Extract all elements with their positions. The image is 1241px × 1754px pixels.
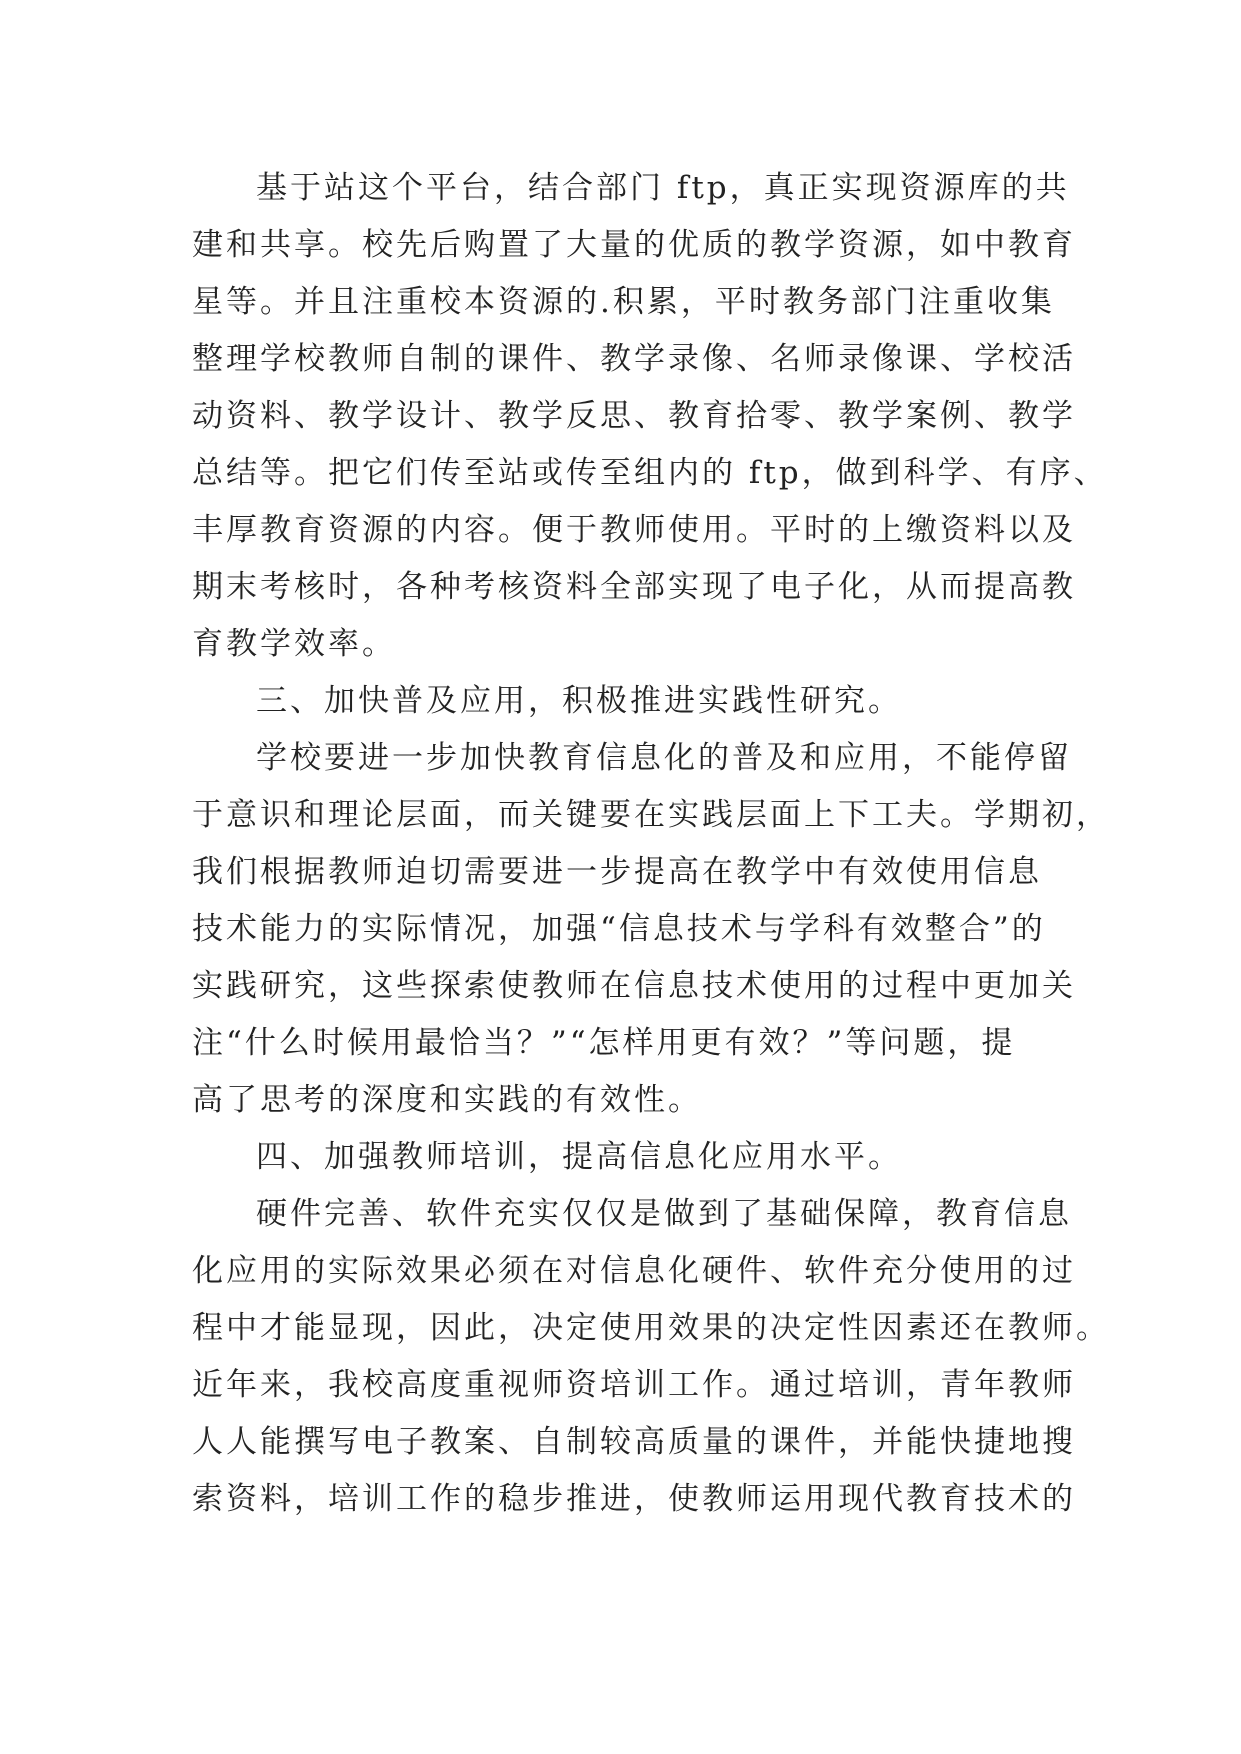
- text-line: 化应用的实际效果必须在对信息化硬件、软件充分使用的过: [192, 1253, 1076, 1289]
- text-line: 育教学效率。: [192, 626, 396, 662]
- text-line: 动资料、教学设计、教学反思、教育拾零、教学案例、教学: [192, 398, 1076, 434]
- text-line: 人人能撰写电子教案、自制较高质量的课件，并能快捷地搜: [192, 1424, 1076, 1460]
- text-line: 索资料，培训工作的稳步推进，使教师运用现代教育技术的: [192, 1481, 1076, 1517]
- text-line: 我们根据教师迫切需要进一步提高在教学中有效使用信息: [192, 854, 1042, 890]
- section-heading-3: 三、加快普及应用，积极推进实践性研究。: [256, 683, 902, 719]
- text-line: 实践研究，这些探索使教师在信息技术使用的过程中更加关: [192, 968, 1076, 1004]
- text-line: 整理学校教师自制的课件、教学录像、名师录像课、学校活: [192, 341, 1076, 377]
- text-line: 于意识和理论层面，而关键要在实践层面上下工夫。学期初，: [192, 797, 1110, 833]
- section-heading-4: 四、加强教师培训，提高信息化应用水平。: [256, 1139, 902, 1175]
- text-line: 建和共享。校先后购置了大量的优质的教学资源，如中教育: [192, 227, 1076, 263]
- text-line: 技术能力的实际情况，加强“信息技术与学科有效整合”的: [192, 911, 1046, 947]
- body-text: [192, 160, 1110, 1528]
- text-line: 基于站这个平台，结合部门 ftp，真正实现资源库的共: [256, 170, 1070, 206]
- text-line: 期末考核时，各种考核资料全部实现了电子化，从而提高教: [192, 569, 1076, 605]
- text-line: 学校要进一步加快教育信息化的普及和应用，不能停留: [256, 740, 1072, 776]
- text-line: 总结等。把它们传至站或传至组内的 ftp，做到科学、有序、: [192, 455, 1108, 491]
- text-line: 程中才能显现，因此，决定使用效果的决定性因素还在教师。: [192, 1310, 1110, 1346]
- text-line: 注“什么时候用最恰当？”“怎样用更有效？”等问题，提: [192, 1025, 1016, 1061]
- text-line: 近年来，我校高度重视师资培训工作。通过培训，青年教师: [192, 1367, 1076, 1403]
- text-line: 丰厚教育资源的内容。便于教师使用。平时的上缴资料以及: [192, 512, 1076, 548]
- text-line: 高了思考的深度和实践的有效性。: [192, 1082, 702, 1118]
- text-line: 硬件完善、软件充实仅仅是做到了基础保障，教育信息: [256, 1196, 1072, 1232]
- text-line: 星等。并且注重校本资源的.积累，平时教务部门注重收集: [192, 284, 1055, 320]
